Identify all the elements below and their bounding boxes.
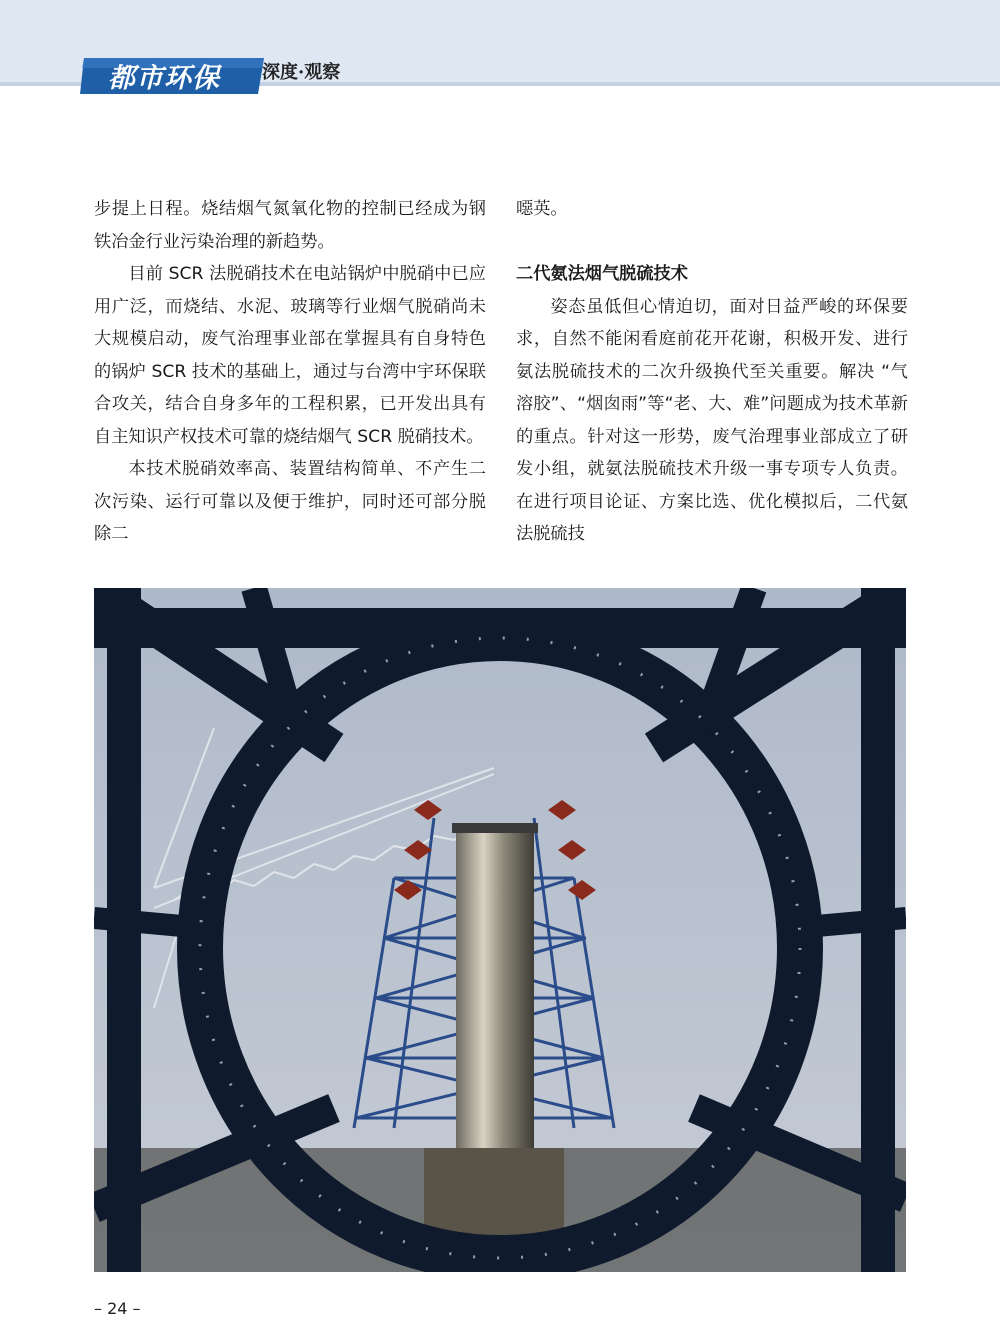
paragraph-2: 目前 SCR 法脱硝技术在电站锅炉中脱硝中已应用广泛，而烧结、水泥、玻璃等行业烟气脱硝尚未大规模启动，废气治理事业部在掌握具有自身特色的锅炉 SCR 技术的基础上，通过与台湾中宇环保联合攻关，结合自身多年的工程积累，已开发出具有自主知识产权技术可靠的烧结烟气 SCR 脱硝技术。 (94, 264, 486, 447)
photo-desulfurization-tower (94, 588, 906, 1272)
left-column (94, 193, 486, 551)
page-number: – 24 – (94, 1299, 141, 1318)
right-column (516, 193, 908, 551)
magazine-logo-text: 都市环保 (108, 63, 220, 94)
paragraph-4: 姿态虽低但心情迫切，面对日益严峻的环保要求，自然不能闲看庭前花开花谢，积极开发、进行氨法脱硫技术的二次升级换代至关重要。解决 “气溶胶”、“烟囱雨”等“老、大、难”问题成为技术革新的重点。针对这一形势，废气治理事业部成立了研发小组，就氨法脱硫技术升级一事专项专人负责。在进行项目论证、方案比选、优化模拟后，二代氨法脱硫技 (516, 296, 908, 544)
section-title: 深度·观察 (262, 62, 341, 83)
paragraph-continuation: 噁英。 (516, 199, 568, 219)
subheading: 二代氨法烟气脱硫技术 (516, 264, 688, 284)
paragraph-1: 步提上日程。烧结烟气氮氧化物的控制已经成为钢铁冶金行业污染治理的新趋势。 (94, 199, 486, 252)
paragraph-3: 本技术脱硝效率高、装置结构简单、不产生二次污染、运行可靠以及便于维护，同时还可部分脱除二 (94, 459, 486, 544)
